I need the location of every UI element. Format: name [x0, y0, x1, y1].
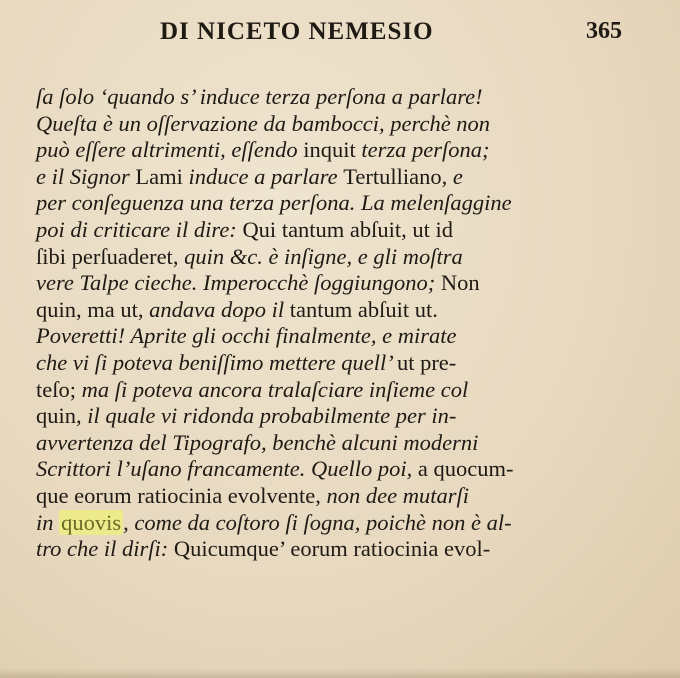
text-segment: tro che il dirſi:: [36, 536, 174, 562]
text-line: [36, 164, 662, 191]
text-segment: ſa ſolo ‘quando s’ induce terza perſona a parlare!: [36, 84, 483, 109]
page-number: 365: [586, 18, 622, 44]
text-segment: può eſſere altrimenti, eſſendo: [36, 137, 304, 163]
text-line: [36, 244, 662, 271]
text-segment: quin, ma ut,: [36, 296, 150, 322]
text-segment: avvertenza del Tipografo, benchè alcuni moderni: [36, 429, 479, 455]
text-segment: e il Signor: [36, 163, 136, 189]
text-line: [36, 84, 662, 111]
text-line: [36, 297, 662, 324]
text-segment: Qui tantum abſuit, ut id: [242, 216, 454, 242]
text-segment: induce a parlare: [188, 163, 344, 189]
text-segment: che vi ſi poteva beniſſimo mettere quell’: [36, 349, 397, 375]
page-header: [0, 18, 680, 58]
text-line: [36, 137, 662, 164]
text-segment: ut pre-: [396, 349, 457, 375]
text-segment: in: [36, 509, 60, 535]
text-segment: , come da coſtoro ſi ſogna, poichè non è al-: [123, 509, 512, 535]
text-line: [36, 403, 662, 430]
text-line: [36, 190, 662, 217]
text-segment: non dee mutarſi: [326, 482, 469, 508]
text-segment: ma ſi poteva ancora tralaſciare inſieme col: [81, 376, 469, 402]
text-segment: Tertulliano: [343, 163, 442, 189]
text-segment: poi di criticare il dire:: [36, 216, 243, 242]
text-segment: tantum abſuit ut.: [289, 296, 438, 322]
text-segment: a quocum-: [417, 456, 514, 482]
text-segment: Lami: [135, 163, 189, 189]
text-segment: inquit: [303, 137, 362, 163]
page-bottom-shadow: [0, 668, 680, 678]
text-segment: vere Talpe cieche. Imperocchè ſoggiungono;: [36, 270, 441, 296]
text-segment: Poveretti! Aprite gli occhi finalmente, e mirate: [36, 323, 457, 349]
text-segment: que eorum ratiocinia evolvente,: [36, 482, 327, 508]
text-segment: Quicumque’ eorum ratiocinia evol-: [173, 536, 491, 562]
text-segment: quin &c. è inſigne, e gli moſtra: [184, 243, 463, 269]
text-segment: per conſeguenza una terza perſona. La melenſaggine: [36, 190, 512, 216]
running-head: DI NICETO NEMESIO: [160, 18, 434, 45]
text-segment: quin,: [36, 403, 88, 429]
text-line: [36, 483, 662, 510]
text-line: [36, 536, 662, 563]
text-segment: terza perſona;: [361, 137, 490, 163]
text-segment: Queſta è un oſſervazione da bambocci, perchè non: [36, 110, 491, 136]
text-segment: teſo;: [36, 376, 82, 402]
text-line: [36, 377, 662, 404]
text-line: [36, 270, 662, 297]
text-segment: , e: [441, 163, 463, 189]
text-line: [36, 456, 662, 483]
text-line: [36, 430, 662, 457]
text-segment: Non: [440, 270, 480, 296]
body-text: [36, 84, 662, 563]
text-line: [36, 217, 662, 244]
text-segment: ſibi perſuaderet,: [36, 243, 185, 269]
text-segment: il quale vi ridonda probabilmente per in-: [87, 403, 457, 429]
text-line: [36, 510, 662, 537]
text-segment: Scrittori l’uſano francamente. Quello poi,: [36, 456, 418, 482]
highlighted-word: quovis: [61, 509, 122, 535]
text-line: [36, 111, 662, 138]
text-segment: andava dopo il: [149, 296, 290, 322]
text-line: [36, 350, 662, 377]
text-line: [36, 323, 662, 350]
